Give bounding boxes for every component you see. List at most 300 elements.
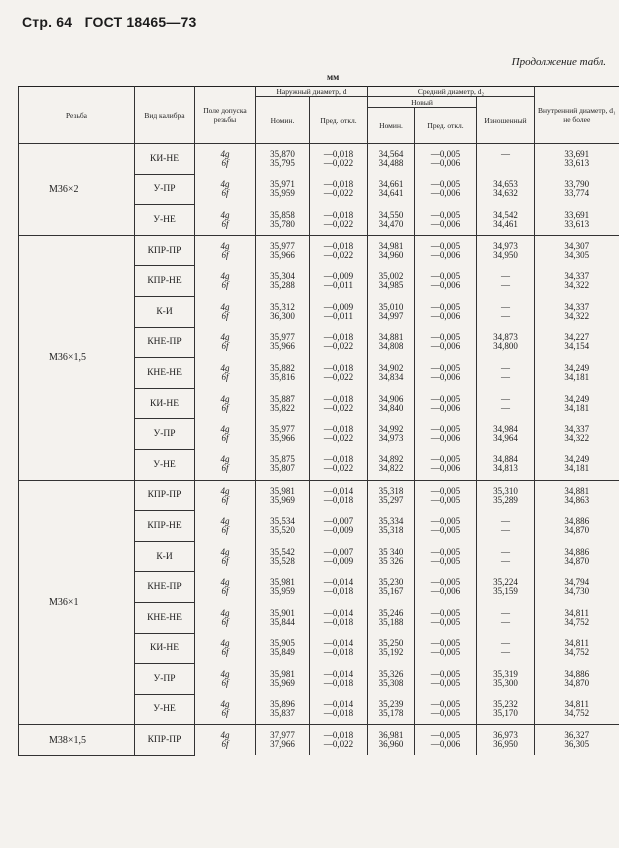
cell-line: 34,337 — [564, 301, 590, 312]
cell-line: 34,752 — [564, 647, 590, 658]
cell-line: —0,009 — [323, 555, 354, 566]
outer-dev-cell — [310, 572, 368, 603]
cell-line: 35,224 — [493, 577, 518, 588]
cell-line: 35,837 — [270, 708, 295, 719]
cell-line: 34,550 — [378, 209, 404, 220]
inner-cell — [535, 358, 619, 389]
mid-nom-cell — [368, 511, 415, 542]
col-gauge-type: Вид калибра — [135, 87, 195, 144]
thread-cell: M36×1,5 — [19, 235, 135, 480]
cell-line: 4g — [220, 607, 230, 618]
inner-cell — [535, 480, 619, 511]
cell-line: 6f — [221, 188, 229, 199]
cell-line: 34,873 — [493, 332, 518, 343]
inner-cell — [535, 725, 619, 756]
cell-line: 4g — [220, 179, 230, 190]
cell-line: 34,632 — [493, 188, 518, 199]
cell-line: 4g — [220, 240, 230, 251]
cell-line: — — [501, 524, 510, 535]
outer-dev-cell — [310, 358, 368, 389]
cell-line: 35,875 — [270, 454, 295, 465]
outer-dev-cell — [310, 235, 368, 266]
cell-line: 34,881 — [564, 485, 590, 496]
cell-line: —0,005 — [430, 616, 461, 627]
mid-worn-cell — [477, 572, 535, 603]
tolerance-cell — [195, 235, 256, 266]
units-label: мм — [327, 72, 340, 82]
cell-line: 36,305 — [564, 739, 590, 750]
mid-nom-cell — [368, 174, 415, 205]
mid-worn-cell — [477, 511, 535, 542]
col-mid-new: Новый — [368, 97, 477, 108]
cell-line: — — [501, 607, 510, 618]
cell-line: 35,969 — [270, 677, 295, 688]
cell-line: 35,310 — [493, 485, 518, 496]
outer-dev-cell — [310, 633, 368, 664]
cell-line: 6f — [221, 739, 229, 750]
cell-line: 6f — [221, 708, 229, 719]
mid-dev-cell — [415, 419, 477, 450]
outer-dev-cell — [310, 480, 368, 511]
cell-line: —0,018 — [323, 240, 354, 251]
cell-line: —0,005 — [430, 494, 461, 505]
tolerance-cell — [195, 541, 256, 572]
gauge-type-cell: У-ПР — [135, 174, 195, 205]
cell-line: 34,881 — [378, 332, 404, 343]
cell-line: 36,950 — [493, 739, 518, 750]
cell-line: —0,018 — [323, 494, 354, 505]
mid-nom-cell — [368, 664, 415, 695]
tolerance-cell — [195, 266, 256, 297]
cell-line: 34,337 — [564, 424, 590, 435]
cell-line: 35,905 — [270, 638, 295, 649]
cell-line: —0,022 — [323, 402, 354, 413]
tolerance-cell — [195, 572, 256, 603]
mid-worn-cell — [477, 725, 535, 756]
mid-nom-cell — [368, 388, 415, 419]
cell-line: —0,005 — [430, 362, 461, 373]
cell-line: —0,009 — [323, 271, 354, 282]
cell-line: 34,488 — [378, 158, 404, 169]
cell-line: 4g — [220, 301, 230, 312]
tolerance-cell — [195, 296, 256, 327]
outer-nom-cell — [256, 419, 310, 450]
cell-line: —0,006 — [430, 371, 461, 382]
cell-line: —0,005 — [430, 577, 461, 588]
outer-nom-cell — [256, 541, 310, 572]
col-mid-group: Средний диаметр, d₂ — [368, 87, 535, 97]
cell-line: —0,005 — [430, 149, 461, 160]
gauge-type-cell: У-НЕ — [135, 205, 195, 236]
cell-line: —0,005 — [430, 454, 461, 465]
cell-line: 35,870 — [270, 149, 295, 160]
cell-line: 35,896 — [270, 699, 295, 710]
mid-dev-cell — [415, 541, 477, 572]
cell-line: 34,892 — [378, 454, 404, 465]
table-row — [19, 480, 619, 511]
cell-line: 36,300 — [270, 310, 295, 321]
cell-line: —0,006 — [430, 310, 461, 321]
mid-worn-cell — [477, 664, 535, 695]
cell-line: —0,011 — [324, 310, 353, 321]
cell-line: —0,006 — [430, 218, 461, 229]
cell-line: —0,011 — [324, 280, 353, 291]
cell-line: —0,022 — [323, 188, 354, 199]
mid-nom-cell — [368, 602, 415, 633]
cell-line: 34,181 — [564, 463, 590, 474]
outer-nom-cell — [256, 480, 310, 511]
mid-worn-cell — [477, 144, 535, 175]
mid-dev-cell — [415, 664, 477, 695]
mid-dev-cell — [415, 327, 477, 358]
cell-line: 35,844 — [270, 616, 295, 627]
cell-line: —0,009 — [323, 301, 354, 312]
cell-line: — — [501, 280, 510, 291]
cell-line: 4g — [220, 149, 230, 160]
cell-line: 34,181 — [564, 371, 590, 382]
tolerance-cell — [195, 480, 256, 511]
mid-worn-cell — [477, 327, 535, 358]
gauge-type-cell: КПР-ПР — [135, 480, 195, 511]
cell-line: 4g — [220, 546, 230, 557]
mid-dev-cell — [415, 266, 477, 297]
cell-line: 35,959 — [270, 586, 295, 597]
cell-line: —0,014 — [323, 668, 354, 679]
cell-line: 33,790 — [564, 179, 590, 190]
cell-line: —0,005 — [430, 708, 461, 719]
cell-line: 37,966 — [270, 739, 295, 750]
cell-line: 35,977 — [270, 332, 295, 343]
cell-line: 34,249 — [564, 362, 590, 373]
outer-dev-cell — [310, 664, 368, 695]
cell-line: 34,181 — [564, 402, 590, 413]
cell-line: 35,326 — [378, 668, 404, 679]
inner-cell — [535, 694, 619, 725]
cell-line: 35 340 — [378, 546, 404, 557]
cell-line: —0,018 — [323, 730, 354, 741]
outer-nom-cell — [256, 266, 310, 297]
cell-line: 35,297 — [378, 494, 404, 505]
cell-line: —0,005 — [430, 271, 461, 282]
cell-line: 34,542 — [493, 209, 518, 220]
cell-line: —0,006 — [430, 739, 461, 750]
cell-line: 35,300 — [493, 677, 518, 688]
mid-nom-cell — [368, 296, 415, 327]
cell-line: 35,807 — [270, 463, 295, 474]
col-outer-dev: Пред. откл. — [310, 97, 368, 144]
cell-line: 35,239 — [378, 699, 404, 710]
mid-dev-cell — [415, 449, 477, 480]
tolerance-cell — [195, 633, 256, 664]
mid-dev-cell — [415, 388, 477, 419]
mid-worn-cell — [477, 388, 535, 419]
cell-line: — — [501, 310, 510, 321]
mid-dev-cell — [415, 694, 477, 725]
cell-line: —0,009 — [323, 524, 354, 535]
cell-line: 34,811 — [564, 638, 589, 649]
outer-nom-cell — [256, 296, 310, 327]
cell-line: —0,022 — [323, 249, 354, 260]
mid-dev-cell — [415, 174, 477, 205]
outer-dev-cell — [310, 266, 368, 297]
cell-line: —0,022 — [323, 158, 354, 169]
mid-dev-cell — [415, 480, 477, 511]
cell-line: — — [501, 515, 510, 526]
cell-line: 35,334 — [378, 515, 404, 526]
cell-line: —0,022 — [323, 218, 354, 229]
inner-cell — [535, 572, 619, 603]
cell-line: 34,992 — [378, 424, 404, 435]
cell-line: 6f — [221, 310, 229, 321]
mid-nom-cell — [368, 633, 415, 664]
cell-line: 34,950 — [493, 249, 518, 260]
inner-cell — [535, 419, 619, 450]
cell-line: 6f — [221, 555, 229, 566]
cell-line: —0,018 — [323, 179, 354, 190]
cell-line: —0,005 — [430, 647, 461, 658]
cell-line: 35,304 — [270, 271, 295, 282]
cell-line: 34,800 — [493, 341, 518, 352]
cell-line: 34,322 — [564, 280, 590, 291]
cell-line: —0,005 — [430, 179, 461, 190]
outer-nom-cell — [256, 633, 310, 664]
outer-dev-cell — [310, 725, 368, 756]
cell-line: 4g — [220, 485, 230, 496]
cell-line: 34,960 — [378, 249, 404, 260]
cell-line: —0,018 — [323, 708, 354, 719]
cell-line: 35,816 — [270, 371, 295, 382]
cell-line: — — [501, 301, 510, 312]
tolerance-cell — [195, 511, 256, 542]
cell-line: 33,613 — [564, 158, 590, 169]
cell-line: —0,005 — [430, 730, 461, 741]
cell-line: 34,997 — [378, 310, 404, 321]
table-row — [19, 235, 619, 266]
cell-line: — — [501, 638, 510, 649]
mid-nom-cell — [368, 235, 415, 266]
cell-line: 34,985 — [378, 280, 404, 291]
outer-nom-cell — [256, 664, 310, 695]
cell-line: 34,822 — [378, 463, 404, 474]
cell-line: —0,022 — [323, 341, 354, 352]
cell-line: —0,005 — [430, 677, 461, 688]
gauge-type-cell: У-ПР — [135, 419, 195, 450]
col-inner: Внутренний диаметр, d₁ не более — [535, 87, 619, 144]
col-outer-group: Наружный диаметр, d — [256, 87, 368, 97]
cell-line: 34,984 — [493, 424, 518, 435]
mid-dev-cell — [415, 296, 477, 327]
mid-worn-cell — [477, 266, 535, 297]
mid-worn-cell — [477, 633, 535, 664]
tolerance-cell — [195, 602, 256, 633]
cell-line: 4g — [220, 668, 230, 679]
cell-line: —0,005 — [430, 546, 461, 557]
mid-nom-cell — [368, 541, 415, 572]
mid-worn-cell — [477, 602, 535, 633]
cell-line: — — [501, 402, 510, 413]
tolerance-cell — [195, 327, 256, 358]
cell-line: 6f — [221, 463, 229, 474]
cell-line: 34,794 — [564, 577, 590, 588]
cell-line: 35,319 — [493, 668, 518, 679]
cell-line: 6f — [221, 158, 229, 169]
cell-line — [477, 159, 534, 168]
tolerance-cell — [195, 388, 256, 419]
mid-nom-cell — [368, 205, 415, 236]
mid-dev-cell — [415, 633, 477, 664]
cell-line: — — [501, 371, 510, 382]
cell-line: —0,006 — [430, 433, 461, 444]
cell-line: —0,018 — [323, 424, 354, 435]
cell-line: 34,870 — [564, 524, 590, 535]
cell-line: —0,005 — [430, 485, 461, 496]
cell-line: —0,014 — [323, 638, 354, 649]
cell-line: —0,022 — [323, 739, 354, 750]
gauge-type-cell: КИ-НЕ — [135, 633, 195, 664]
cell-line: —0,018 — [323, 332, 354, 343]
cell-line: 4g — [220, 393, 230, 404]
mid-worn-cell — [477, 694, 535, 725]
cell-line: 6f — [221, 402, 229, 413]
cell-line: —0,006 — [430, 188, 461, 199]
inner-cell — [535, 541, 619, 572]
tolerance-cell — [195, 694, 256, 725]
col-mid-nom: Номин. — [368, 108, 415, 144]
gauge-type-cell: У-НЕ — [135, 449, 195, 480]
cell-line: 35,159 — [493, 586, 518, 597]
gauge-type-cell: КНЕ-ПР — [135, 327, 195, 358]
cell-line: 34,154 — [564, 341, 590, 352]
cell-line: 35,232 — [493, 699, 518, 710]
outer-nom-cell — [256, 174, 310, 205]
cell-line: 35,542 — [270, 546, 295, 557]
outer-nom-cell — [256, 602, 310, 633]
mid-nom-cell — [368, 480, 415, 511]
cell-line: 34,305 — [564, 249, 590, 260]
col-mid-worn: Изношенный — [477, 97, 535, 144]
cell-line: 6f — [221, 371, 229, 382]
cell-line: 35,318 — [378, 524, 404, 535]
cell-line: 4g — [220, 577, 230, 588]
cell-line: — — [501, 647, 510, 658]
cell-line: —0,005 — [430, 515, 461, 526]
col-thread: Резьба — [19, 87, 135, 144]
cell-line: —0,006 — [430, 402, 461, 413]
outer-nom-cell — [256, 725, 310, 756]
cell-line: 35,312 — [270, 301, 295, 312]
cell-line: —0,018 — [323, 393, 354, 404]
mid-dev-cell — [415, 144, 477, 175]
tolerance-cell — [195, 205, 256, 236]
tolerance-cell — [195, 725, 256, 756]
cell-line: 34,752 — [564, 708, 590, 719]
cell-line: 34,834 — [378, 371, 404, 382]
outer-nom-cell — [256, 388, 310, 419]
cell-line: 34,661 — [378, 179, 404, 190]
cell-line: 34,730 — [564, 586, 590, 597]
cell-line: 6f — [221, 616, 229, 627]
cell-line: —0,022 — [323, 371, 354, 382]
cell-line: 4g — [220, 638, 230, 649]
inner-cell — [535, 449, 619, 480]
mid-worn-cell — [477, 174, 535, 205]
cell-line: 34,322 — [564, 433, 590, 444]
cell-line: 6f — [221, 524, 229, 535]
cell-line: —0,007 — [323, 546, 354, 557]
cell-line: 35,887 — [270, 393, 295, 404]
cell-line: 35,977 — [270, 424, 295, 435]
cell-line: —0,018 — [323, 454, 354, 465]
col-mid-dev: Пред. откл. — [415, 108, 477, 144]
cell-line: 35,969 — [270, 494, 295, 505]
cell-line: 34,641 — [378, 188, 404, 199]
outer-nom-cell — [256, 358, 310, 389]
thread-cell: M38×1,5 — [19, 725, 135, 756]
cell-line: 34,902 — [378, 362, 404, 373]
cell-line: —0,018 — [323, 209, 354, 220]
cell-line: — — [501, 362, 510, 373]
cell-line: 35,002 — [378, 271, 404, 282]
cell-line: 6f — [221, 433, 229, 444]
mid-dev-cell — [415, 725, 477, 756]
inner-cell — [535, 664, 619, 695]
outer-nom-cell — [256, 144, 310, 175]
col-outer-nom: Номин. — [256, 97, 310, 144]
inner-cell — [535, 235, 619, 266]
outer-nom-cell — [256, 511, 310, 542]
outer-dev-cell — [310, 327, 368, 358]
cell-line: 35,246 — [378, 607, 404, 618]
mid-worn-cell — [477, 358, 535, 389]
outer-dev-cell — [310, 296, 368, 327]
cell-line: —0,005 — [430, 555, 461, 566]
cell-line: 35,959 — [270, 188, 295, 199]
cell-line: 34,307 — [564, 240, 590, 251]
cell-line: —0,014 — [323, 485, 354, 496]
cell-line: — — [501, 149, 510, 160]
cell-line: 35,981 — [270, 668, 295, 679]
cell-line: 34,564 — [378, 149, 404, 160]
mid-nom-cell — [368, 144, 415, 175]
mid-worn-cell — [477, 449, 535, 480]
cell-line: 35,192 — [378, 647, 404, 658]
cell-line: —0,005 — [430, 699, 461, 710]
gauge-type-cell: КПР-ПР — [135, 235, 195, 266]
cell-line: 34,973 — [378, 433, 404, 444]
cell-line: 34,840 — [378, 402, 404, 413]
outer-dev-cell — [310, 388, 368, 419]
cell-line: — — [501, 555, 510, 566]
cell-line: —0,018 — [323, 362, 354, 373]
outer-dev-cell — [310, 449, 368, 480]
gauge-type-cell: КИ-НЕ — [135, 388, 195, 419]
cell-line: 35,288 — [270, 280, 295, 291]
cell-line: 34,813 — [493, 463, 518, 474]
cell-line: 36,960 — [378, 739, 404, 750]
inner-cell — [535, 388, 619, 419]
inner-cell — [535, 266, 619, 297]
cell-line: 4g — [220, 515, 230, 526]
cell-line: 34,653 — [493, 179, 518, 190]
cell-line: 34,886 — [564, 515, 590, 526]
cell-line: —0,022 — [323, 433, 354, 444]
cell-line: 35,534 — [270, 515, 295, 526]
mid-dev-cell — [415, 205, 477, 236]
cell-line: 36,327 — [564, 730, 590, 741]
inner-cell — [535, 296, 619, 327]
cell-line: 34,884 — [493, 454, 518, 465]
cell-line: 35,858 — [270, 209, 295, 220]
